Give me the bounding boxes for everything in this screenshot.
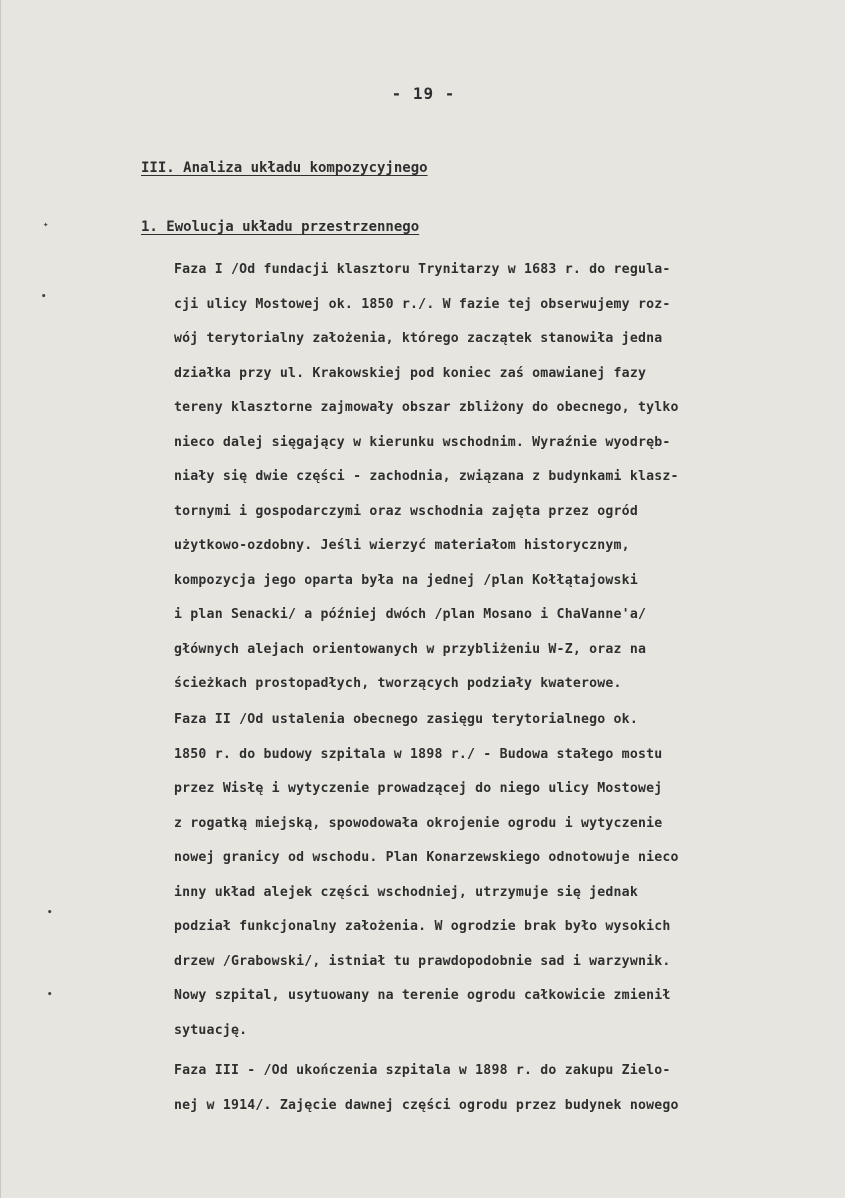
text-line: sytuację. <box>174 1022 248 1038</box>
text-line: użytkowo-ozdobny. Jeśli wierzyć materiałom historycznym, <box>174 538 630 553</box>
text-line: Faza III - /Od ukończenia szpitala w 1898 r. do zakupu Zielo- <box>174 1063 671 1078</box>
section-heading: III. Analiza układu kompozycyjnego <box>141 160 428 176</box>
text-line: i plan Senacki/ a później dwóch /plan Mosano i ChaVanne'a/ <box>174 607 647 622</box>
text-line: inny układ alejek części wschodniej, utrzymuje się jednak <box>174 884 638 900</box>
text-line: niały się dwie części - zachodnia, związana z budynkami klasz- <box>174 469 679 484</box>
text-line: tereny klasztorne zajmowały obszar zbliżony do obecnego, tylko <box>174 400 679 415</box>
text-line: drzew /Grabowski/, istniał tu prawdopodobnie sad i warzywnik. <box>174 953 671 969</box>
text-line: podział funkcjonalny założenia. W ogrodzie brak było wysokich <box>174 919 671 934</box>
text-line: nieco dalej sięgający w kierunku wschodnim. Wyraźnie wyodręb- <box>174 434 671 450</box>
text-line: ścieżkach prostopadłych, tworzących podziały kwaterowe. <box>174 676 622 691</box>
text-line: z rogatką miejską, spowodowała okrojenie ogrodu i wytyczenie <box>174 815 663 831</box>
subsection-heading: 1. Ewolucja układu przestrzennego <box>141 219 420 235</box>
paragraph-faza-2 <box>174 703 824 1048</box>
scan-speck: • <box>47 990 53 1000</box>
paragraph-faza-1 <box>174 253 824 702</box>
paragraph-faza-3 <box>174 1054 824 1123</box>
text-line: Faza I /Od fundacji klasztoru Trynitarzy w 1683 r. do regula- <box>174 262 671 277</box>
text-line: wój terytorialny założenia, którego zaczątek stanowiła jedna <box>174 331 663 346</box>
text-line: działka przy ul. Krakowskiej pod koniec zaś omawianej fazy <box>174 365 647 381</box>
text-line: kompozycja jego oparta była na jednej /plan Kołłątajowski <box>174 572 638 588</box>
text-line: nowej granicy od wschodu. Plan Konarzewskiego odnotowuje nieco <box>174 850 679 865</box>
text-line: Faza II /Od ustalenia obecnego zasięgu terytorialnego ok. <box>174 712 638 727</box>
text-line: cji ulicy Mostowej ok. 1850 r./. W fazie tej obserwujemy roz- <box>174 296 671 312</box>
scan-speck: • <box>47 908 53 918</box>
text-line: głównych alejach orientowanych w przybliżeniu W-Z, oraz na <box>174 641 647 657</box>
page-number: - 19 - <box>391 84 456 103</box>
text-line: przez Wisłę i wytyczenie prowadzącej do niego ulicy Mostowej <box>174 781 663 796</box>
scan-speck: • <box>41 292 47 302</box>
text-line: tornymi i gospodarczymi oraz wschodnia zajęta przez ogród <box>174 503 638 519</box>
text-line: 1850 r. do budowy szpitala w 1898 r./ - Budowa stałego mostu <box>174 746 663 762</box>
text-line: Nowy szpital, usytuowany na terenie ogrodu całkowicie zmienił <box>174 988 671 1003</box>
scan-speck: ✦ <box>43 220 49 230</box>
text-line: nej w 1914/. Zajęcie dawnej części ogrodu przez budynek nowego <box>174 1097 679 1113</box>
